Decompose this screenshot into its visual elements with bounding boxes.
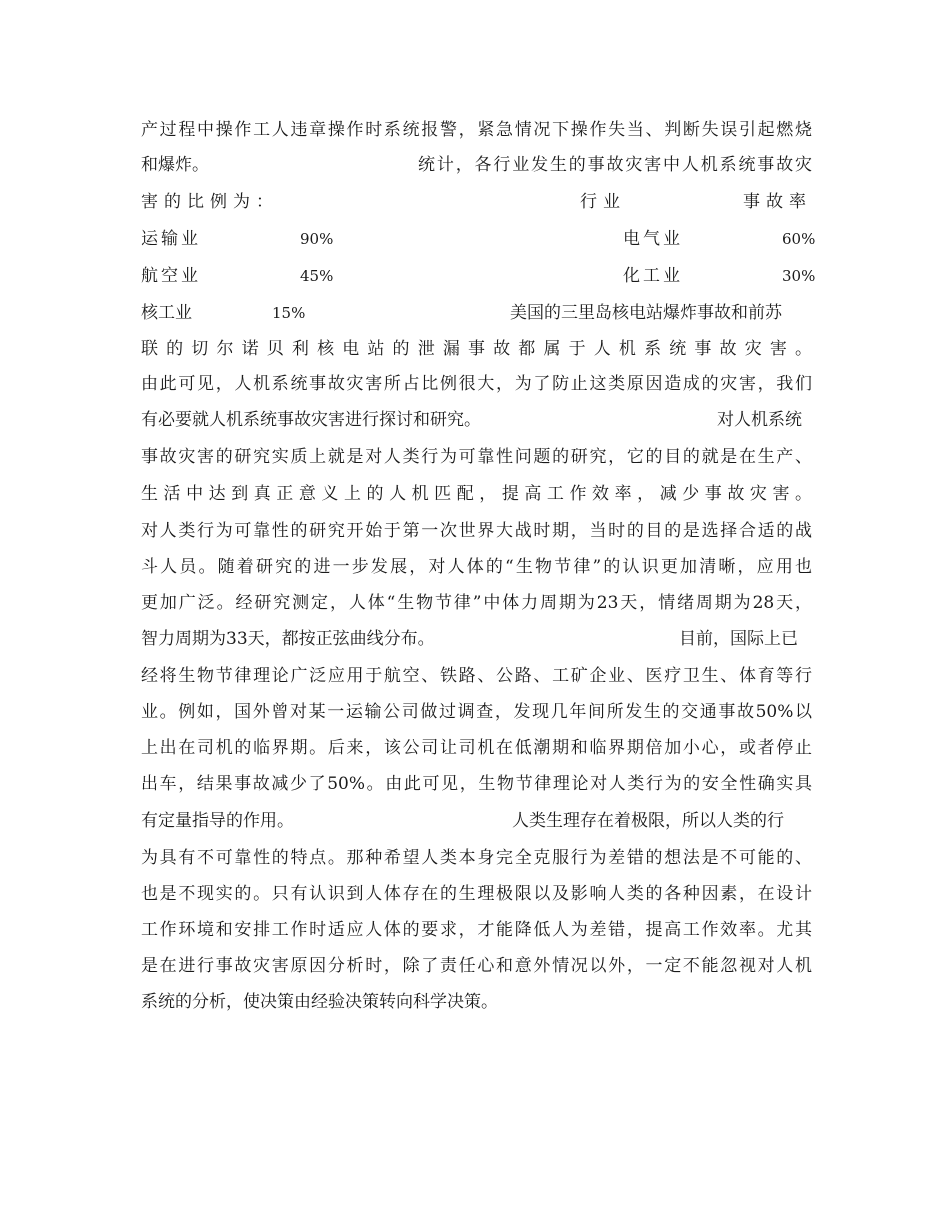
text-line: 是在进行事故灾害原因分析时，除了责任心和意外情况以外，一定不能忽视对人机 bbox=[141, 956, 812, 976]
text-line: 生活中达到真正意义上的人机匹配，提高工作效率，减少事故灾害。 bbox=[141, 484, 812, 504]
text-line: 由此可见，人机系统事故灾害所占比例很大，为了防止这类原因造成的灾害，我们 bbox=[141, 374, 812, 394]
text-line: 出车，结果事故减少了50%。由此可见，生物节律理论对人类行为的安全性确实具 bbox=[141, 774, 812, 794]
table-row bbox=[141, 221, 816, 257]
text-line: 斗人员。随着研究的进一步发展，对人体的“生物节律”的认识更加清晰，应用也 bbox=[141, 557, 812, 577]
text-segment: 有定量指导的作用。 bbox=[141, 811, 294, 831]
text-line: 上出在司机的临界期。后来，该公司让司机在低潮期和临界期倍加小心，或者停止 bbox=[141, 738, 812, 758]
text-line: 产过程中操作工人违章操作时系统报警，紧急情况下操作失当、判断失误引起燃烧 bbox=[141, 120, 812, 140]
table-cell: 电气业 bbox=[623, 229, 683, 249]
table-cell: 运输业 bbox=[141, 229, 201, 249]
text-segment: 人类生理存在着极限，所以人类的行 bbox=[512, 811, 784, 831]
table-cell: 60% bbox=[782, 230, 816, 248]
table-cell: 化工业 bbox=[623, 266, 683, 286]
table-cell: 15% bbox=[272, 304, 306, 322]
table-cell: 航空业 bbox=[141, 266, 201, 286]
text-segment: 智力周期为33天，都按正弦曲线分布。 bbox=[141, 629, 435, 649]
text-segment: 目前，国际上已 bbox=[679, 629, 798, 649]
text-line: 更加广泛。经研究测定，人体“生物节律”中体力周期为23天，情绪周期为28天， bbox=[141, 593, 812, 613]
text-segment: 和爆炸。 bbox=[141, 155, 209, 175]
table-row bbox=[141, 258, 816, 294]
table-cell: 30% bbox=[782, 267, 816, 285]
text-segment: 系统的分析，使决策由经验决策转向科学决策。 bbox=[141, 992, 498, 1012]
table-row bbox=[141, 295, 812, 331]
text-line bbox=[141, 621, 812, 657]
text-segment: 对人机系统 bbox=[717, 410, 802, 430]
table-header-rate: 事故率 bbox=[743, 192, 812, 212]
table-cell: 90% bbox=[300, 230, 334, 248]
text-line bbox=[141, 402, 812, 438]
text-line: 联的切尔诺贝利核电站的泄漏事故都属于人机系统事故灾害。 bbox=[141, 339, 812, 359]
text-line: 经将生物节律理论广泛应用于航空、铁路、公路、工矿企业、医疗卫生、体育等行 bbox=[141, 666, 812, 686]
table-cell: 45% bbox=[300, 267, 334, 285]
text-line: 事故灾害的研究实质上就是对人类行为可靠性问题的研究，它的目的就是在生产、 bbox=[141, 447, 812, 467]
text-line: 工作环境和安排工作时适应人体的要求，才能降低人为差错，提高工作效率。尤其 bbox=[141, 920, 812, 940]
text-line: 业。例如，国外曾对某一运输公司做过调查，发现几年间所发生的交通事故50%以 bbox=[141, 702, 812, 722]
table-header-industry: 行业 bbox=[580, 192, 626, 212]
text-line bbox=[141, 803, 812, 839]
text-segment: 美国的三里岛核电站爆炸事故和前苏 bbox=[510, 303, 782, 323]
text-segment: 害的比例为： bbox=[141, 192, 279, 212]
text-line: 对人类行为可靠性的研究开始于第一次世界大战时期，当时的目的是选择合适的战 bbox=[141, 521, 812, 541]
text-line bbox=[141, 984, 812, 1020]
table-cell: 核工业 bbox=[141, 303, 192, 323]
text-line: 也是不现实的。只有认识到人体存在的生理极限以及影响人类的各种因素，在设计 bbox=[141, 884, 812, 904]
text-segment: 统计，各行业发生的事故灾害中人机系统事故灾 bbox=[418, 155, 812, 175]
text-line bbox=[141, 147, 812, 183]
text-line bbox=[141, 184, 812, 220]
text-line: 为具有不可靠性的特点。那种希望人类本身完全克服行为差错的想法是不可能的、 bbox=[141, 848, 812, 868]
text-segment: 有必要就人机系统事故灾害进行探讨和研究。 bbox=[141, 410, 481, 430]
